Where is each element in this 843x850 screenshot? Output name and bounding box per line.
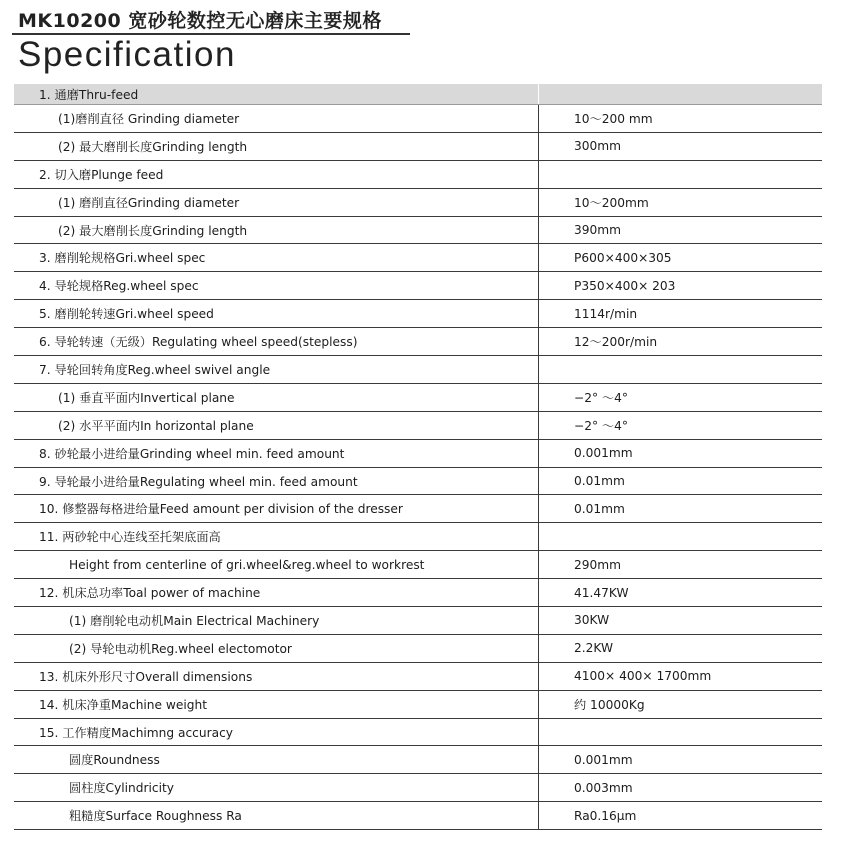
spec-value: 12～200r/min xyxy=(538,328,822,355)
spec-label: 1. 通磨Thru-feed xyxy=(39,88,139,102)
spec-value xyxy=(538,161,822,188)
spec-row xyxy=(14,189,822,217)
spec-row xyxy=(14,607,822,635)
spec-value: 2.2KW xyxy=(538,635,822,662)
spec-row xyxy=(14,802,822,830)
spec-label: 圆度Roundness xyxy=(69,753,160,768)
spec-label: Height from centerline of gri.wheel&reg.wheel to workrest xyxy=(69,557,425,572)
spec-value: 0.01mm xyxy=(538,468,822,495)
spec-row xyxy=(14,84,822,105)
spec-label: 2. 切入磨Plunge feed xyxy=(39,167,164,182)
spec-row xyxy=(14,300,822,328)
spec-row xyxy=(14,217,822,245)
spec-label: (1) 磨削轮电动机Main Electrical Machinery xyxy=(69,613,320,628)
spec-row xyxy=(14,663,822,691)
spec-label: 8. 砂轮最小进给量Grinding wheel min. feed amount xyxy=(39,446,345,461)
spec-label: (1) 垂直平面内Invertical plane xyxy=(58,390,235,405)
spec-value xyxy=(538,356,822,383)
spec-value xyxy=(538,84,822,104)
page-subtitle: Specification xyxy=(18,35,236,74)
spec-label: 7. 导轮回转角度Reg.wheel swivel angle xyxy=(39,362,271,377)
spec-row xyxy=(14,774,822,802)
spec-row xyxy=(14,440,822,468)
spec-row xyxy=(14,635,822,663)
spec-value: 0.003mm xyxy=(538,774,822,801)
spec-label: (2) 最大磨削长度Grinding length xyxy=(58,139,248,154)
spec-label: 粗糙度Surface Roughness Ra xyxy=(69,809,242,824)
spec-label: (2) 导轮电动机Reg.wheel electomotor xyxy=(69,641,292,656)
spec-row xyxy=(14,579,822,607)
spec-row xyxy=(14,244,822,272)
spec-row xyxy=(14,161,822,189)
spec-value: 10～200 mm xyxy=(538,105,822,132)
spec-value: 1114r/min xyxy=(538,300,822,327)
spec-label: 10. 修整器每格进给量Feed amount per division of the dresser xyxy=(39,502,403,517)
spec-label: 9. 导轮最小进给量Regulating wheel min. feed amount xyxy=(39,474,358,489)
spec-label: 13. 机床外形尺寸Overall dimensions xyxy=(39,669,253,684)
spec-label: 圆柱度Cylindricity xyxy=(69,781,174,796)
spec-value: 390mm xyxy=(538,217,822,244)
spec-value xyxy=(538,523,822,550)
spec-value xyxy=(538,719,822,746)
spec-row xyxy=(14,468,822,496)
spec-label: 5. 磨削轮转速Gri.wheel speed xyxy=(39,307,214,322)
spec-value: 10～200mm xyxy=(538,189,822,216)
spec-label: (1)磨削直径 Grinding diameter xyxy=(58,111,240,126)
spec-label: (2) 最大磨削长度Grinding length xyxy=(58,223,248,238)
spec-value: 约 10000Kg xyxy=(538,691,822,718)
spec-value: Ra0.16μm xyxy=(538,802,822,829)
spec-label: 15. 工作精度Machimng accuracy xyxy=(39,725,233,740)
spec-value: 30KW xyxy=(538,607,822,634)
spec-value: 0.001mm xyxy=(538,746,822,773)
specification-table xyxy=(14,84,822,830)
spec-row xyxy=(14,719,822,747)
spec-value: P600×400×305 xyxy=(538,244,822,271)
spec-row xyxy=(14,384,822,412)
spec-label: 11. 两砂轮中心连线至托架底面高 xyxy=(39,530,221,545)
spec-value: 41.47KW xyxy=(538,579,822,606)
spec-row xyxy=(14,133,822,161)
spec-row xyxy=(14,551,822,579)
spec-row xyxy=(14,272,822,300)
spec-value: −2° ～4° xyxy=(538,384,822,411)
spec-value: −2° ～4° xyxy=(538,412,822,439)
spec-value: 4100× 400× 1700mm xyxy=(538,663,822,690)
spec-label: (2) 水平平面内In horizontal plane xyxy=(58,418,254,433)
spec-label: 3. 磨削轮规格Gri.wheel spec xyxy=(39,251,206,266)
spec-value: 0.01mm xyxy=(538,495,822,522)
spec-row xyxy=(14,523,822,551)
spec-row xyxy=(14,495,822,523)
spec-row xyxy=(14,746,822,774)
spec-row xyxy=(14,105,822,133)
spec-row xyxy=(14,328,822,356)
spec-label: 14. 机床净重Machine weight xyxy=(39,697,207,712)
spec-value: 300mm xyxy=(538,133,822,160)
spec-value: 0.001mm xyxy=(538,440,822,467)
spec-row xyxy=(14,412,822,440)
spec-label: 12. 机床总功率Toal power of machine xyxy=(39,586,261,601)
page-title: MK10200 宽砂轮数控无心磨床主要规格 xyxy=(18,10,382,32)
spec-value: 290mm xyxy=(538,551,822,578)
spec-label: 4. 导轮规格Reg.wheel spec xyxy=(39,279,199,294)
spec-value: P350×400× 203 xyxy=(538,272,822,299)
spec-row xyxy=(14,691,822,719)
spec-row xyxy=(14,356,822,384)
spec-label: 6. 导轮转速（无级）Regulating wheel speed(stepless) xyxy=(39,335,358,350)
spec-label: (1) 磨削直径Grinding diameter xyxy=(58,195,240,210)
